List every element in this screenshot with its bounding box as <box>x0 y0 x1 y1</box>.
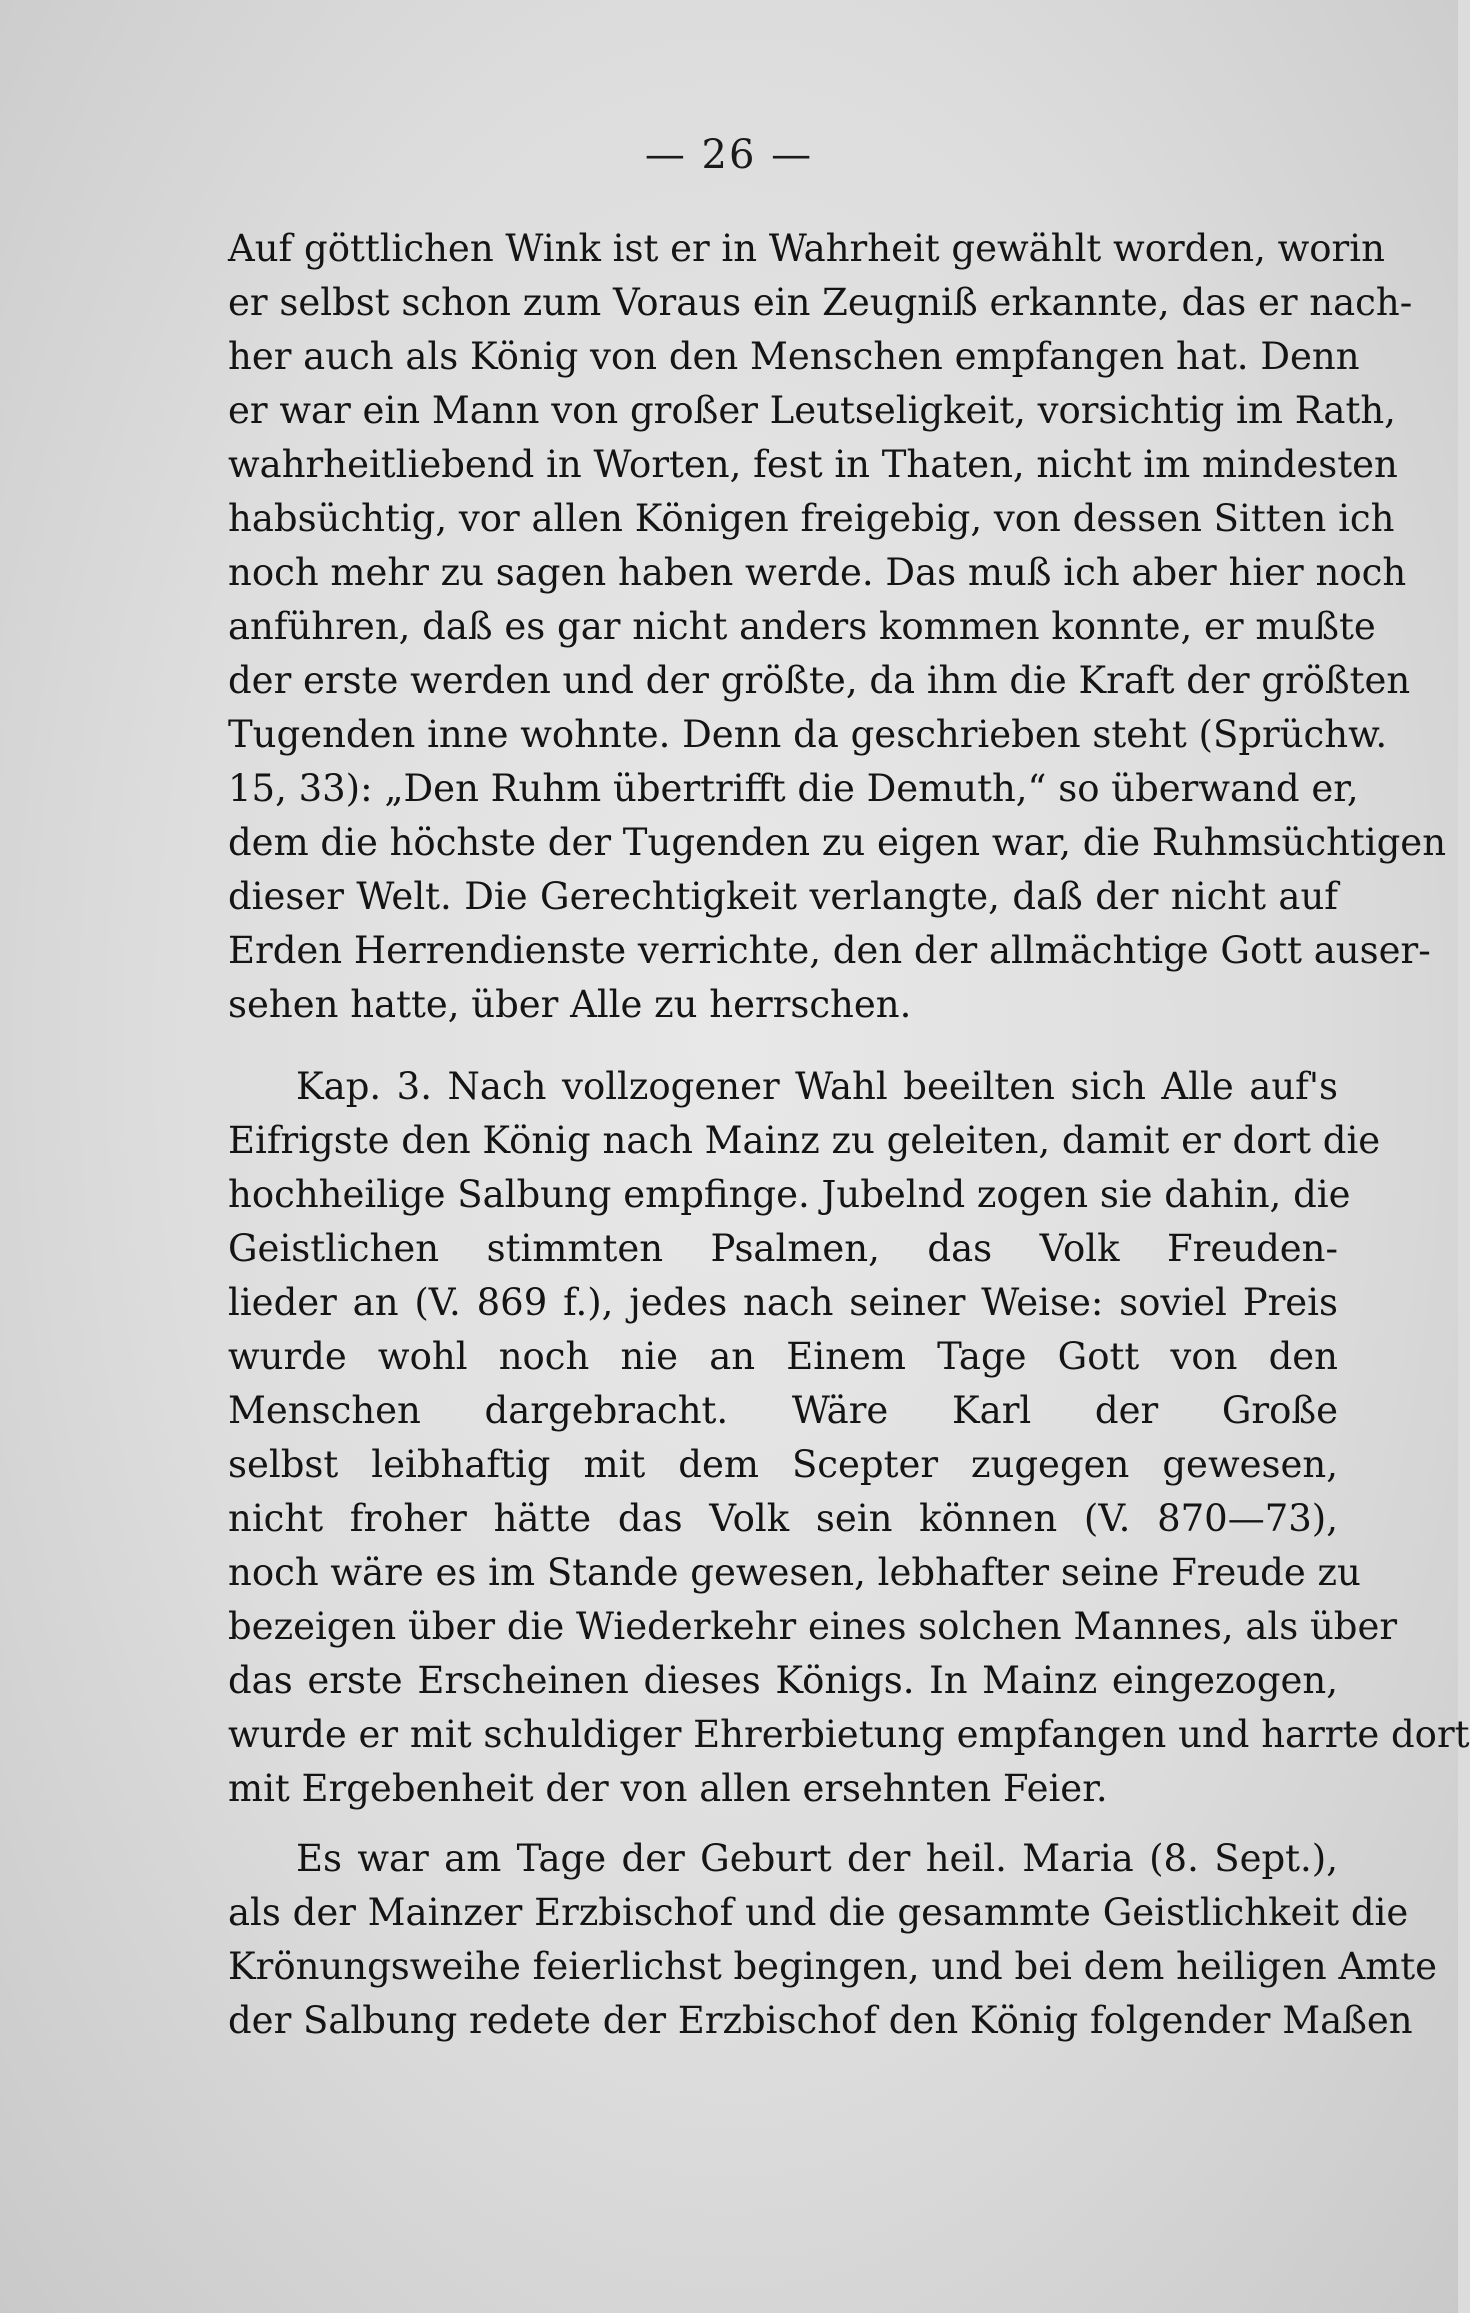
text-line: Menschen dargebracht. Wäre Karl der Große <box>228 1389 1338 1432</box>
text-line: noch mehr zu sagen haben werde. Das muß ich aber hier noch <box>228 551 1407 594</box>
text-line: 15, 33): „Den Ruhm übertrifft die Demuth,“ so überwand er, <box>228 767 1359 810</box>
text-line: anführen, daß es gar nicht anders kommen konnte, er mußte <box>228 605 1376 648</box>
paragraph-2 <box>228 1060 1470 1816</box>
text-line: habsüchtig, vor allen Königen freigebig, von dessen Sitten ich <box>228 497 1395 540</box>
text-line: wurde wohl noch nie an Einem Tage Gott von den <box>228 1335 1338 1378</box>
text-line: der erste werden und der größte, da ihm die Kraft der größten <box>228 659 1411 702</box>
text-line: Auf göttlichen Wink ist er in Wahrheit gewählt worden, worin <box>228 227 1385 270</box>
text-line: mit Ergebenheit der von allen ersehnten Feier. <box>228 1767 1108 1810</box>
text-line: das erste Erscheinen dieses Königs. In Mainz eingezogen, <box>228 1659 1338 1702</box>
text-line: als der Mainzer Erzbischof und die gesammte Geistlichkeit die <box>228 1891 1409 1934</box>
text-line: bezeigen über die Wiederkehr eines solchen Mannes, als über <box>228 1605 1398 1648</box>
text-line: Erden Herrendienste verrichte, den der allmächtige Gott auser- <box>228 929 1431 972</box>
text-line: wurde er mit schuldiger Ehrerbietung empfangen und harrte dort <box>228 1713 1470 1756</box>
text-line: Tugenden inne wohnte. Denn da geschrieben steht (Sprüchw. <box>228 713 1388 756</box>
text-line: selbst leibhaftig mit dem Scepter zugegen gewesen, <box>228 1443 1338 1486</box>
text-line: Krönungsweihe feierlichst begingen, und bei dem heiligen Amte <box>228 1945 1438 1988</box>
text-line: Eifrigste den König nach Mainz zu geleiten, damit er dort die <box>228 1119 1381 1162</box>
paragraph-1 <box>228 222 1447 1032</box>
text-line: nicht froher hätte das Volk sein können (V. 870—73), <box>228 1497 1338 1540</box>
text-line: noch wäre es im Stande gewesen, lebhafter seine Freude zu <box>228 1551 1361 1594</box>
text-line: Geistlichen stimmten Psalmen, das Volk Freuden- <box>228 1227 1338 1270</box>
text-line: dem die höchste der Tugenden zu eigen war, die Ruhmsüchtigen <box>228 821 1447 864</box>
text-line: er selbst schon zum Voraus ein Zeugniß erkannte, das er nach- <box>228 281 1413 324</box>
text-line: Es war am Tage der Geburt der heil. Maria (8. Sept.), <box>296 1837 1338 1880</box>
text-line: sehen hatte, über Alle zu herrschen. <box>228 983 912 1026</box>
text-line: lieder an (V. 869 f.), jedes nach seiner Weise: soviel Preis <box>228 1281 1338 1324</box>
text-line: der Salbung redete der Erzbischof den König folgender Maßen <box>228 1999 1413 2042</box>
text-line: her auch als König von den Menschen empfangen hat. Denn <box>228 335 1360 378</box>
text-line: er war ein Mann von großer Leutseligkeit, vorsichtig im Rath, <box>228 389 1396 432</box>
text-line: dieser Welt. Die Gerechtigkeit verlangte, daß der nicht auf <box>228 875 1338 918</box>
text-line: Kap. 3. Nach vollzogener Wahl beeilten sich Alle auf's <box>296 1065 1338 1108</box>
page-number: — 26 — <box>644 132 814 178</box>
text-line: wahrheitliebend in Worten, fest in Thaten, nicht im mindesten <box>228 443 1398 486</box>
paragraph-3 <box>228 1832 1438 2048</box>
text-line: hochheilige Salbung empfinge. Jubelnd zogen sie dahin, die <box>228 1173 1351 1216</box>
